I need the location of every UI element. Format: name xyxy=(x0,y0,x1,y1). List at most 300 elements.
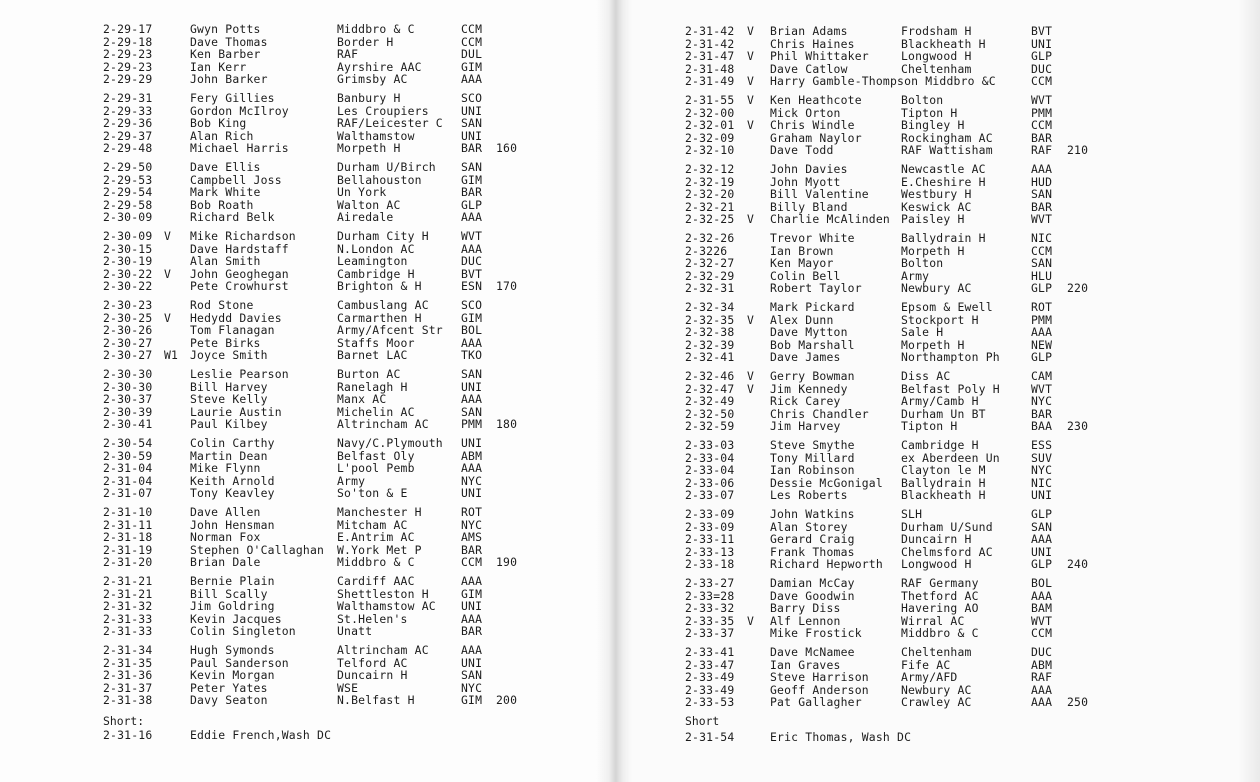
club-name: Manx AC xyxy=(337,392,387,407)
category-code: CCM xyxy=(461,555,483,570)
runner-name: Jim Kennedy xyxy=(770,381,848,396)
club-name: Airedale xyxy=(337,210,394,225)
club-name: Cambridge H xyxy=(901,438,979,452)
finish-time: 2-32-20 xyxy=(685,187,735,202)
running-count: 230 xyxy=(1067,419,1089,434)
runner-name: Norman Fox xyxy=(190,530,261,545)
finish-time: 2-29-48 xyxy=(103,141,153,156)
finish-time: 2-32-35 xyxy=(685,312,735,327)
runner-name: Gwyn Potts xyxy=(190,22,261,36)
finish-time: 2-31-37 xyxy=(103,680,153,695)
category-code: GIM xyxy=(461,59,483,74)
club-name: Tipton H xyxy=(901,105,958,120)
runner-name: Les Roberts xyxy=(770,488,848,503)
finish-time: 2-32-12 xyxy=(685,162,735,176)
finish-time: 2-31-07 xyxy=(103,486,153,501)
runner-name: Fery Gillies xyxy=(190,91,275,105)
runner-name: Mick Orton xyxy=(770,105,841,120)
finish-time: 2-32-00 xyxy=(685,105,735,120)
finish-time: 2-33-06 xyxy=(685,475,735,490)
left-page xyxy=(0,0,620,782)
category-code: NYC xyxy=(461,473,483,488)
club-name: Frodsham H xyxy=(901,24,972,38)
runner-name: Dave Mytton xyxy=(770,325,848,340)
runner-name: Paul Sanderson xyxy=(190,655,289,670)
category-code: WVT xyxy=(1031,381,1053,396)
finish-time: 2-30-22 xyxy=(103,266,153,281)
finish-time: 2-31-11 xyxy=(103,517,153,532)
runner-name: Richard Belk xyxy=(190,210,275,225)
club-name: Les Croupiers xyxy=(337,103,429,118)
category-code: BAR xyxy=(461,542,483,557)
finish-time: 2-31-10 xyxy=(103,505,153,519)
finish-time: 2-31-47 xyxy=(685,49,735,64)
running-count: 180 xyxy=(496,417,518,432)
result-row xyxy=(620,420,1107,433)
runner-name: Billy Bland xyxy=(770,199,848,214)
runner-name: Pat Gallagher xyxy=(770,695,862,710)
finish-time: 2-29-29 xyxy=(103,72,153,87)
runner-name: Brian Adams xyxy=(770,24,848,38)
club-name: Burton AC xyxy=(337,367,401,381)
short-course-row xyxy=(620,731,1107,744)
runner-name: Hugh Symonds xyxy=(190,643,275,657)
marker: V xyxy=(747,312,755,327)
finish-time: 2-33-27 xyxy=(685,576,735,590)
category-code: BOL xyxy=(1031,576,1053,590)
club-name: W.York Met P xyxy=(337,542,422,557)
finish-time: 2-31-49 xyxy=(685,74,735,89)
finish-time: 2-32-49 xyxy=(685,394,735,409)
runner-name: Kevin Jacques xyxy=(190,611,282,626)
runner-name: Steve Kelly xyxy=(190,392,268,407)
result-row xyxy=(0,682,536,695)
category-code: WVT xyxy=(1031,212,1053,227)
result-row xyxy=(0,36,536,49)
category-code: UNI xyxy=(461,599,483,614)
club-name: Mitcham AC xyxy=(337,517,408,532)
finish-time: 2-32-25 xyxy=(685,212,735,227)
club-name: L'pool Pemb xyxy=(337,461,415,476)
category-code: AAA xyxy=(1031,588,1053,603)
club-name: Ranelagh H xyxy=(337,379,408,394)
club-name: N.London AC xyxy=(337,241,415,256)
runner-and-club xyxy=(770,75,996,88)
marker: V xyxy=(164,229,172,243)
category-code: ROT xyxy=(1031,300,1053,314)
finish-time: 2-31-55 xyxy=(685,93,735,107)
category-code: AAA xyxy=(461,72,483,87)
club-name: Duncairn H xyxy=(337,668,408,683)
club-name: Duncairn H xyxy=(901,532,972,547)
runner-name: Campbell Joss xyxy=(190,172,282,187)
category-code: GIM xyxy=(461,310,483,325)
category-code: BAA xyxy=(1031,419,1053,434)
runner-name: Martin Dean xyxy=(190,448,268,463)
club-name: Newbury AC xyxy=(901,682,972,697)
category-code: DUC xyxy=(1031,61,1053,76)
category-code: UNI xyxy=(1031,544,1053,559)
category-code: AAA xyxy=(1031,682,1053,697)
finish-time: 2-33=28 xyxy=(685,588,735,603)
category-code: GLP xyxy=(1031,281,1053,296)
category-code: GLP xyxy=(1031,350,1053,365)
result-row xyxy=(0,575,536,588)
club-name: Staffs Moor xyxy=(337,335,415,350)
result-row xyxy=(0,211,536,224)
finish-time: 2-31-34 xyxy=(103,643,153,657)
result-row xyxy=(0,174,536,187)
club-name: Blackheath H xyxy=(901,36,986,51)
category-code: UNI xyxy=(1031,488,1053,503)
finish-time: 2-33-04 xyxy=(685,450,735,465)
runner-name: Eric Thomas, Wash DC xyxy=(770,730,912,744)
finish-time: 2-30-26 xyxy=(103,323,153,338)
runner-name: Stephen O'Callaghan xyxy=(190,542,325,557)
result-row xyxy=(0,418,536,431)
finish-time: 2-29-53 xyxy=(103,172,153,187)
club-name: Morpeth H xyxy=(901,243,965,258)
club-name: Northampton Ph xyxy=(901,350,1000,365)
club-name: Shettleston H xyxy=(337,586,429,601)
category-code: GLP xyxy=(1031,49,1053,64)
runner-name: Gordon McIlroy xyxy=(190,103,289,118)
club-name: Tipton H xyxy=(901,419,958,434)
finish-time: 2-30-54 xyxy=(103,436,153,450)
club-name: Keswick AC xyxy=(901,199,972,214)
category-code: WVT xyxy=(1031,613,1053,628)
result-row xyxy=(0,243,536,256)
finish-time: 2-31-35 xyxy=(103,655,153,670)
runner-name: Kevin Morgan xyxy=(190,668,275,683)
runner-name: Charlie McAlinden xyxy=(770,212,890,227)
category-code: UNI xyxy=(1031,36,1053,51)
finish-time: 2-31-38 xyxy=(103,693,153,708)
finish-time: 2-30-41 xyxy=(103,417,153,432)
running-count: 170 xyxy=(496,279,518,294)
category-code: UNI xyxy=(461,655,483,670)
result-row xyxy=(620,627,1107,640)
result-row xyxy=(0,694,536,707)
running-count: 250 xyxy=(1067,695,1089,710)
runner-name: Damian McCay xyxy=(770,576,855,590)
result-row xyxy=(0,450,536,463)
marker: V xyxy=(747,93,755,107)
runner-name: Steve Smythe xyxy=(770,438,855,452)
club-name: Rockingham AC xyxy=(901,130,993,145)
category-code: SAN xyxy=(461,367,483,381)
category-code: HLU xyxy=(1031,268,1053,283)
category-code: CCM xyxy=(1031,626,1053,641)
finish-time: 2-30-19 xyxy=(103,254,153,269)
marker: V xyxy=(164,310,172,325)
finish-time: 2-29-18 xyxy=(103,34,153,49)
category-code: HUD xyxy=(1031,174,1053,189)
club-name: Leamington xyxy=(337,254,408,269)
runner-name: Jim Harvey xyxy=(770,419,841,434)
marker: V xyxy=(747,381,755,396)
category-code: DUC xyxy=(1031,645,1053,659)
club-name: So'ton & E xyxy=(337,486,408,501)
runner-name: Mike Richardson xyxy=(190,229,296,243)
category-code: DUC xyxy=(461,254,483,269)
runner-name: Brian Dale xyxy=(190,555,261,570)
result-row xyxy=(0,23,536,36)
runner-name: Dave Catlow xyxy=(770,61,848,76)
club-name: ex Aberdeen Un xyxy=(901,450,1000,465)
runner-name: Laurie Austin xyxy=(190,404,282,419)
category-code: WVT xyxy=(1031,93,1053,107)
club-name: Army xyxy=(337,473,366,488)
category-code: GIM xyxy=(461,172,483,187)
finish-time: 2-30-37 xyxy=(103,392,153,407)
category-code: PMM xyxy=(461,417,483,432)
club-name: Diss AC xyxy=(901,369,951,383)
result-row xyxy=(0,368,536,381)
club-name: Middbro & C xyxy=(337,555,415,570)
result-row xyxy=(0,625,536,638)
club-name: Bolton xyxy=(901,256,944,271)
short-course-heading: Short xyxy=(685,714,720,728)
result-row xyxy=(0,280,536,293)
runner-name: Dave Goodwin xyxy=(770,588,855,603)
result-row xyxy=(620,558,1107,571)
category-code: GIM xyxy=(461,586,483,601)
category-code: PMM xyxy=(1031,105,1053,120)
category-code: AAA xyxy=(461,241,483,256)
category-code: UNI xyxy=(461,436,483,450)
category-code: UNI xyxy=(461,379,483,394)
marker: V xyxy=(747,369,755,383)
club-name: Belfast Poly H xyxy=(901,381,1000,396)
category-code: AAA xyxy=(461,643,483,657)
runner-name: Bernie Plain xyxy=(190,574,275,588)
runner-name: Bob Roath xyxy=(190,197,254,212)
club-name: Bolton xyxy=(901,93,944,107)
result-row xyxy=(0,437,536,450)
club-name: Army/Afcent Str xyxy=(337,323,443,338)
marker: W1 xyxy=(164,348,179,363)
runner-name: Colin Singleton xyxy=(190,624,296,639)
runner-name: Ian Robinson xyxy=(770,463,855,478)
runner-name: Chris Windle xyxy=(770,118,855,133)
category-code: UNI xyxy=(461,103,483,118)
category-code: CCM xyxy=(1031,118,1053,133)
result-row xyxy=(0,669,536,682)
finish-time: 2-32-31 xyxy=(685,281,735,296)
runner-name: Geoff Anderson xyxy=(770,682,869,697)
club-name: SLH xyxy=(901,507,923,521)
finish-time: 2-31-19 xyxy=(103,542,153,557)
finish-time: 2-31-36 xyxy=(103,668,153,683)
category-code: SAN xyxy=(461,160,483,174)
runner-name: Barry Diss xyxy=(770,601,841,616)
result-row xyxy=(0,324,536,337)
club-name: E.Antrim AC xyxy=(337,530,415,545)
finish-time: 2-31-33 xyxy=(103,624,153,639)
runner-name: John Hensman xyxy=(190,517,275,532)
runner-name: Rod Stone xyxy=(190,298,254,312)
runner-name: Rick Carey xyxy=(770,394,841,409)
club-name: Cambridge H xyxy=(337,266,415,281)
finish-time: 2-30-27 xyxy=(103,335,153,350)
category-code: SAN xyxy=(461,116,483,131)
runner-name: Mark White xyxy=(190,185,261,200)
category-code: SCO xyxy=(461,91,483,105)
category-code: BAR xyxy=(461,185,483,200)
category-code: ABM xyxy=(461,448,483,463)
runner-name: Bob King xyxy=(190,116,247,131)
category-code: GLP xyxy=(461,197,483,212)
finish-time: 2-29-58 xyxy=(103,197,153,212)
finish-time: 2-30-09 xyxy=(103,210,153,225)
finish-time: 2-30-25 xyxy=(103,310,153,325)
finish-time: 2-31-21 xyxy=(103,574,153,588)
club-name: Paisley H xyxy=(901,212,965,227)
result-row xyxy=(0,186,536,199)
category-code: ESN xyxy=(461,279,483,294)
category-code: ROT xyxy=(461,505,483,519)
runner-name: John Barker xyxy=(190,72,268,87)
result-row xyxy=(0,73,536,86)
club-name: Ballydrain H xyxy=(901,475,986,490)
finish-time: 2-33-18 xyxy=(685,557,735,572)
runner-name: Robert Taylor xyxy=(770,281,862,296)
finish-time: 2-30-09 xyxy=(103,229,153,243)
club-name: Cambuslang AC xyxy=(337,298,429,312)
runner-name: Mike Flynn xyxy=(190,461,261,476)
category-code: NYC xyxy=(461,517,483,532)
club-name: Epsom & Ewell xyxy=(901,300,993,314)
category-code: SAN xyxy=(461,668,483,683)
result-row xyxy=(0,381,536,394)
club-name: Middbro &C xyxy=(925,74,996,89)
runner-name: Colin Bell xyxy=(770,268,841,283)
club-name: Bellahouston xyxy=(337,172,422,187)
result-row xyxy=(0,105,536,118)
finish-time: 2-32-50 xyxy=(685,406,735,421)
finish-time: 2-32-10 xyxy=(685,143,735,158)
category-code: CCM xyxy=(1031,74,1053,89)
category-code: DUL xyxy=(461,47,483,62)
category-code: BAM xyxy=(1031,601,1053,616)
club-name: Manchester H xyxy=(337,505,422,519)
result-row xyxy=(0,349,536,362)
runner-name: Jim Goldring xyxy=(190,599,275,614)
runner-name: John Myott xyxy=(770,174,841,189)
finish-time: 2-29-23 xyxy=(103,47,153,62)
runner-name: Alf Lennon xyxy=(770,613,841,628)
runner-name: Dave James xyxy=(770,350,841,365)
club-name: Walton AC xyxy=(337,197,401,212)
runner-name: Mike Frostick xyxy=(770,626,862,641)
result-row xyxy=(0,519,536,532)
finish-time: 2-32-46 xyxy=(685,369,735,383)
club-name: Newcastle AC xyxy=(901,162,986,176)
running-count: 240 xyxy=(1067,557,1089,572)
category-code: BOL xyxy=(461,323,483,338)
category-code: UNI xyxy=(461,486,483,501)
short-course-row xyxy=(0,729,536,742)
finish-time: 2-31-54 xyxy=(685,730,735,744)
category-code: AAA xyxy=(461,611,483,626)
club-name: Longwood H xyxy=(901,557,972,572)
finish-time: 2-31-21 xyxy=(103,586,153,601)
category-code: SAN xyxy=(461,404,483,419)
runner-name: John Watkins xyxy=(770,507,855,521)
runner-name: Hedydd Davies xyxy=(190,310,282,325)
marker: V xyxy=(747,74,755,89)
finish-time: 2-32-01 xyxy=(685,118,735,133)
finish-time: 2-3226 xyxy=(685,243,728,258)
finish-time: 2-30-27 xyxy=(103,348,153,363)
finish-time: 2-33-37 xyxy=(685,626,735,641)
club-name: Un York xyxy=(337,185,387,200)
runner-name: Ken Heathcote xyxy=(770,93,862,107)
runner-name: Steve Harrison xyxy=(770,670,869,685)
category-code: NIC xyxy=(1031,231,1053,245)
club-name: Chelmsford AC xyxy=(901,544,993,559)
finish-time: 2-31-16 xyxy=(103,728,153,742)
category-code: SAN xyxy=(1031,256,1053,271)
runner-name: Dave Allen xyxy=(190,505,261,519)
category-code: BAR xyxy=(1031,406,1053,421)
club-name: Altrincham AC xyxy=(337,643,429,657)
club-name: Altrincham AC xyxy=(337,417,429,432)
finish-time: 2-33-49 xyxy=(685,670,735,685)
finish-time: 2-30-39 xyxy=(103,404,153,419)
club-name: Durham U/Sund xyxy=(901,519,993,534)
category-code: PMM xyxy=(1031,312,1053,327)
runner-name: Joyce Smith xyxy=(190,348,268,363)
finish-time: 2-33-49 xyxy=(685,682,735,697)
club-name: Carmarthen H xyxy=(337,310,422,325)
category-code: NEW xyxy=(1031,337,1053,352)
result-row xyxy=(0,487,536,500)
club-name: Longwood H xyxy=(901,49,972,64)
category-code: RAF xyxy=(1031,143,1053,158)
category-code: BVT xyxy=(461,266,483,281)
finish-time: 2-31-42 xyxy=(685,36,735,51)
category-code: WVT xyxy=(461,229,483,243)
runner-name: Peter Yates xyxy=(190,680,268,695)
result-row xyxy=(620,489,1107,502)
finish-time: 2-31-20 xyxy=(103,555,153,570)
club-name: Border H xyxy=(337,34,394,49)
club-name: Bingley H xyxy=(901,118,965,133)
finish-time: 2-31-04 xyxy=(103,461,153,476)
result-row xyxy=(620,282,1107,295)
category-code: GLP xyxy=(1031,507,1053,521)
runner-name: Harry Gamble-Thompson xyxy=(770,74,919,89)
category-code: CCM xyxy=(461,34,483,49)
category-code: CCM xyxy=(1031,243,1053,258)
finish-time: 2-33-07 xyxy=(685,488,735,503)
result-row xyxy=(0,337,536,350)
runner-name: Alan Smith xyxy=(190,254,261,269)
club-name: Telford AC xyxy=(337,655,408,670)
category-code: SAN xyxy=(1031,187,1053,202)
club-name: Thetford AC xyxy=(901,588,979,603)
club-name: Barnet LAC xyxy=(337,348,408,363)
runner-name: Ken Mayor xyxy=(770,256,834,271)
finish-time: 2-33-09 xyxy=(685,519,735,534)
finish-time: 2-32-26 xyxy=(685,231,735,245)
finish-time: 2-32-34 xyxy=(685,300,735,314)
runner-name: Bob Marshall xyxy=(770,337,855,352)
club-name: Ayrshire AAC xyxy=(337,59,422,74)
runner-name: Pete Crowhurst xyxy=(190,279,289,294)
